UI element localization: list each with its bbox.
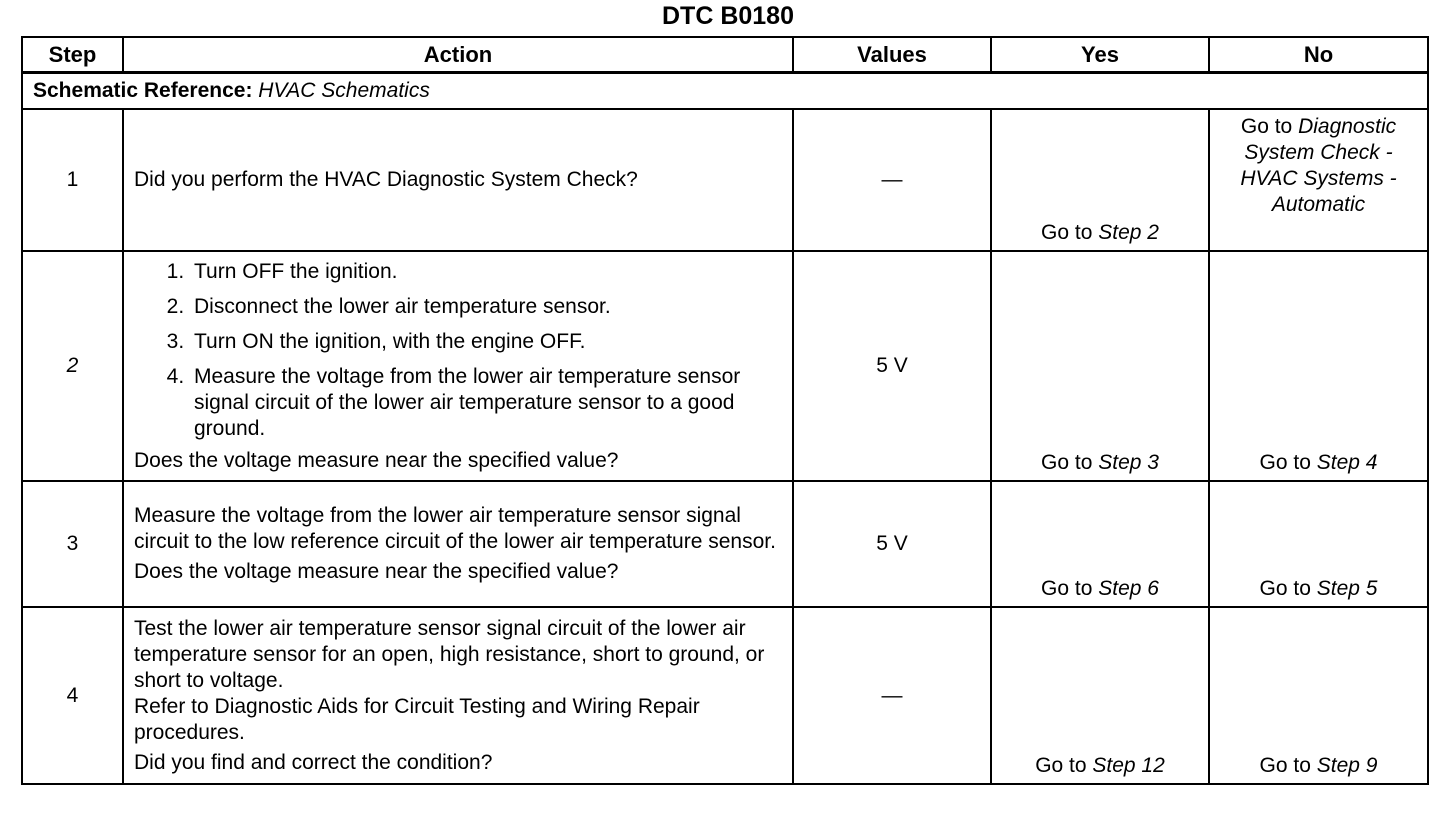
- action-question: Does the voltage measure near the specified value?: [134, 448, 619, 472]
- no-prefix: Go to: [1240, 115, 1299, 138]
- action-note: Refer to Diagnostic Aids for Circuit Testing and Wiring Repair procedures.: [134, 694, 700, 744]
- yes-cell: [991, 251, 1209, 481]
- yes-prefix: Go to: [1035, 754, 1093, 777]
- action-question: Does the voltage measure near the specified value?: [134, 560, 619, 583]
- step-number: 4: [22, 607, 123, 784]
- yes-prefix: Go to: [1041, 451, 1099, 474]
- no-cell: [1209, 607, 1428, 784]
- header-values: Values: [793, 37, 991, 73]
- action-text: Test the lower air temperature sensor signal circuit of the lower air temperature sensor for an open, high resistance, short to ground, or short to voltage.: [134, 616, 765, 692]
- schematic-reference-link[interactable]: HVAC Schematics: [258, 79, 430, 102]
- no-cell: [1209, 251, 1428, 481]
- action-text: Measure the voltage from the lower air temperature sensor signal circuit to the low reference circuit of the lower air temperature sensor.: [134, 504, 776, 553]
- no-cell: [1209, 481, 1428, 607]
- no-link[interactable]: Step 5: [1316, 577, 1378, 600]
- value-cell: —: [793, 607, 991, 784]
- yes-link[interactable]: Step 6: [1098, 577, 1159, 600]
- action-steps-list: [134, 259, 782, 442]
- table-row: [22, 109, 1428, 251]
- schematic-reference-row: [22, 73, 1428, 110]
- no-cell: [1209, 109, 1428, 251]
- action-cell: [123, 607, 793, 784]
- header-action: Action: [123, 37, 793, 73]
- yes-cell: [991, 607, 1209, 784]
- yes-link[interactable]: Step 2: [1098, 221, 1159, 244]
- table-row: [22, 481, 1428, 607]
- diagnostic-table: [21, 36, 1429, 785]
- table-header-row: [22, 37, 1428, 73]
- header-yes: Yes: [991, 37, 1209, 73]
- document-title: DTC B0180: [662, 2, 794, 30]
- yes-prefix: Go to: [1041, 577, 1099, 600]
- action-text: Did you perform the HVAC Diagnostic System Check?: [134, 168, 638, 191]
- yes-cell: [991, 481, 1209, 607]
- yes-cell: [991, 109, 1209, 251]
- step-number: 1: [22, 109, 123, 251]
- yes-link[interactable]: Step 3: [1098, 451, 1159, 474]
- yes-prefix: Go to: [1041, 221, 1099, 244]
- no-prefix: Go to: [1259, 754, 1317, 777]
- step-number: 3: [22, 481, 123, 607]
- no-prefix: Go to: [1259, 577, 1317, 600]
- header-step: Step: [22, 37, 123, 73]
- action-step-item: 1. Turn OFF the ignition.: [190, 259, 782, 285]
- no-link[interactable]: Diagnostic System Check - HVAC Systems - Automatic: [1240, 115, 1397, 216]
- schematic-reference: [22, 73, 1428, 110]
- action-step-item: 2. Disconnect the lower air temperature sensor.: [190, 294, 782, 320]
- table-row: [22, 251, 1428, 481]
- value-cell: 5 V: [793, 481, 991, 607]
- table-row: [22, 607, 1428, 784]
- header-no: No: [1209, 37, 1428, 73]
- action-cell: [123, 481, 793, 607]
- value-cell: —: [793, 109, 991, 251]
- yes-link[interactable]: Step 12: [1092, 754, 1165, 777]
- schematic-reference-label: Schematic Reference:: [33, 79, 253, 102]
- action-cell: [123, 251, 793, 481]
- action-step-item: 3. Turn ON the ignition, with the engine OFF.: [190, 329, 782, 355]
- action-step-item: 4. Measure the voltage from the lower air temperature sensor signal circuit of the lower air temperature sensor to a good ground.: [190, 364, 782, 442]
- step-number: 2: [22, 251, 123, 481]
- action-question: Did you find and correct the condition?: [134, 750, 493, 774]
- no-link[interactable]: Step 9: [1316, 754, 1378, 777]
- no-link[interactable]: Step 4: [1316, 451, 1378, 474]
- value-cell: 5 V: [793, 251, 991, 481]
- action-cell: [123, 109, 793, 251]
- no-prefix: Go to: [1259, 451, 1317, 474]
